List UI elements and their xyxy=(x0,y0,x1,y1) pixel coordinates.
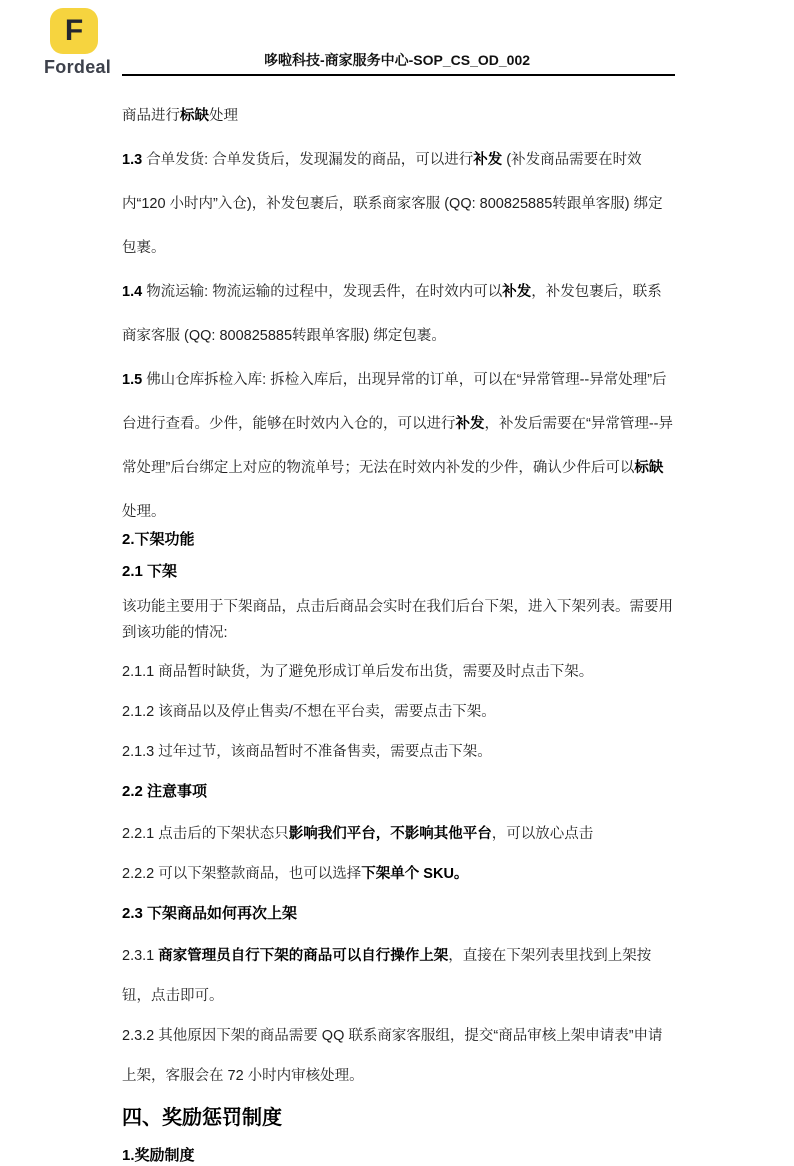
paragraph xyxy=(122,358,675,534)
text-segment: 1.3 xyxy=(122,152,147,168)
text-segment: 2.1.2 该商品以及停止售卖/不想在平台卖，需要点击下架。 xyxy=(122,704,496,720)
text-segment: 合单发货: 合单发货后，发现漏发的商品，可以进行 xyxy=(146,152,474,168)
text-segment: 补发 xyxy=(455,416,485,432)
text-segment: 商品进行 xyxy=(122,108,180,124)
paragraph xyxy=(122,270,675,358)
header-divider-line xyxy=(122,74,675,76)
text-segment: 2.3.2 其他原因下架的商品需要 QQ 联系商家客服组，提交“商品审核上架申请表”申请上架，客服会在 72 小时内审核处理。 xyxy=(122,1028,663,1084)
text-segment: 2.2.2 可以下架整款商品，也可以选择 xyxy=(122,866,362,882)
text-segment: 四、奖励惩罚制度 xyxy=(122,1107,282,1129)
text-segment: 补发 xyxy=(502,284,532,300)
text-segment: 处理 xyxy=(209,108,238,124)
text-segment: 佛山仓库拆检入库: 拆检入库后，出现异常的订单，可以在“异常管理--异常处理”后台进行查看。少件，能够在时效内入仓的，可以进行 xyxy=(122,372,667,432)
text-segment: 1.奖励制度 xyxy=(122,1147,195,1164)
paragraph xyxy=(122,94,675,138)
text-segment: 标缺 xyxy=(180,108,209,124)
text-segment: 1.4 xyxy=(122,284,147,300)
paragraph xyxy=(122,936,675,1016)
text-segment: 2.3 下架商品如何再次上架 xyxy=(122,905,298,922)
paragraph xyxy=(122,732,675,772)
text-segment: 2.2.1 点击后的下架状态只 xyxy=(122,826,289,842)
text-segment: ，直接在下架列表里找到上架按钮，点击即可。 xyxy=(122,948,652,1004)
section-heading xyxy=(122,782,675,802)
section-heading xyxy=(122,904,675,924)
text-segment: ，补发包裹后，联系商家客服 (QQ: 800825885转跟单客服) 绑定包裹。 xyxy=(122,284,662,344)
text-segment: 处理。 xyxy=(122,504,166,520)
text-segment: 2.1.3 过年过节，该商品暂时不准备售卖，需要点击下架。 xyxy=(122,744,492,760)
logo-letter: F xyxy=(64,14,84,47)
fordeal-logo-icon xyxy=(50,8,98,54)
text-segment: 补发 xyxy=(473,152,503,168)
paragraph xyxy=(122,854,675,894)
text-segment: ，可以放心点击 xyxy=(491,826,594,842)
text-segment: 商家管理员自行下架的商品可以自行操作上架 xyxy=(158,948,449,964)
text-segment: ，补发后需要在“异常管理--异常处理”后台绑定上对应的物流单号；无法在时效内补发的少件，确认少件后可以 xyxy=(122,416,673,476)
section-heading xyxy=(122,1146,675,1166)
text-segment: 2.2 注意事项 xyxy=(122,783,208,800)
section-heading xyxy=(122,530,675,550)
paragraph xyxy=(122,138,675,270)
document-body xyxy=(0,88,794,1166)
paragraph xyxy=(122,814,675,854)
document-header xyxy=(0,0,794,88)
chapter-heading xyxy=(122,1104,675,1132)
paragraph xyxy=(122,692,675,732)
section-heading xyxy=(122,562,675,582)
paragraph xyxy=(122,652,675,692)
text-segment: (补发商品需要在时效内“120 小时内”入仓)，补发包裹后，联系商家客服 (QQ: 800825885转跟单客服) 绑定包裹。 xyxy=(122,152,663,256)
text-segment: 2.1.1 商品暂时缺货，为了避免形成订单后发布出货，需要及时点击下架。 xyxy=(122,664,594,680)
text-segment: 物流运输: 物流运输的过程中，发现丢件，在时效内可以 xyxy=(146,284,503,300)
text-segment: 影响我们平台，不影响其他平台 xyxy=(288,826,492,842)
text-segment: 1.5 xyxy=(122,372,147,388)
fordeal-brand-text: Fordeal xyxy=(44,57,112,77)
text-segment: 2.1 下架 xyxy=(122,563,178,580)
document-header-title: 哆啦科技-商家服务中心-SOP_CS_OD_002 xyxy=(263,52,531,68)
text-segment: 标缺 xyxy=(634,460,664,476)
text-segment: 该功能主要用于下架商品，点击后商品会实时在我们后台下架，进入下架列表。需要用到该功能的情况: xyxy=(122,599,673,641)
paragraph xyxy=(122,1016,675,1096)
paragraph xyxy=(122,594,675,646)
text-segment: 2.下架功能 xyxy=(122,531,195,548)
text-segment: 2.3.1 xyxy=(122,948,159,964)
text-segment: 下架单个 SKU。 xyxy=(361,866,469,882)
